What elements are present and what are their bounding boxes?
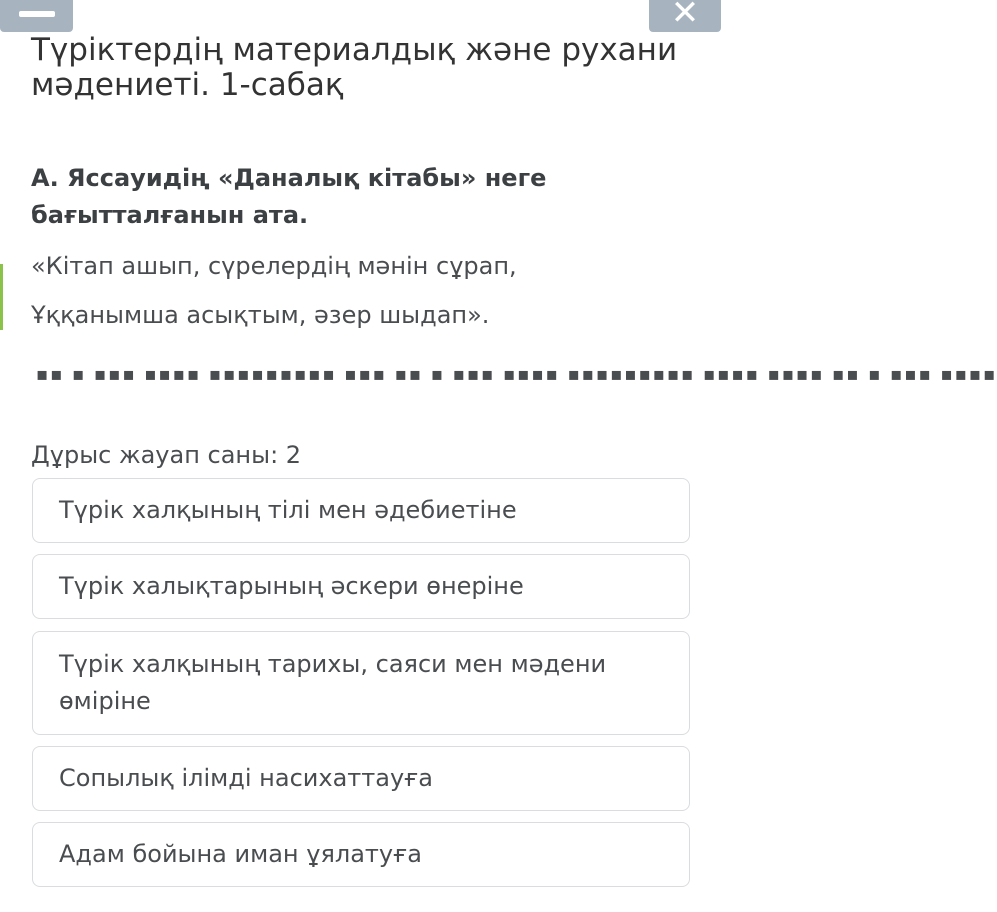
menu-icon (19, 11, 55, 17)
answer-option-label: Сопылық ілімді насихаттауға (59, 764, 434, 792)
answer-option-4[interactable] (32, 746, 690, 811)
answer-option-label: Түрік халқының тарихы, саяси мен мәдени өміріне (59, 650, 607, 715)
answer-option-5[interactable] (32, 822, 690, 887)
correct-answer-count: Дұрыс жауап саны: 2 (31, 441, 302, 469)
answer-option-2[interactable] (32, 554, 690, 619)
quote-accent-bar (0, 264, 3, 330)
answer-option-label: Түрік халқының тілі мен әдебиетіне (59, 496, 517, 524)
close-icon: ✕ (670, 0, 700, 33)
answer-option-label: Түрік халықтарының әскери өнеріне (59, 572, 524, 600)
close-button[interactable] (649, 0, 721, 32)
answer-option-3[interactable] (32, 631, 690, 735)
answer-option-1[interactable] (32, 478, 690, 543)
page-title: Түріктердің материалдық және рухани мәдениеті. 1-сабақ (31, 32, 678, 103)
answer-option-label: Адам бойына иман ұялатуға (59, 840, 422, 868)
cut-off-text-line: ▪▪ ▪ ▪▪▪ ▪▪▪▪ ▪▪▪▪▪▪▪▪▪ ▪▪▪ ▪▪ ▪ ▪▪▪ ▪▪▪▪ ▪▪▪▪▪▪▪▪▪ ▪▪▪▪ ▪▪▪▪ ▪▪ ▪ ▪▪▪ ▪▪▪▪ (36, 364, 997, 385)
quote-line-2: Ұққанымша асықтым, әзер шыдап». (31, 301, 490, 329)
question-prompt: А. Яссауидің «Даналық кітабы» неге бағытталғанын ата. (31, 164, 547, 229)
quote-line-1: «Кітап ашып, сүрелердің мәнін сұрап, (31, 252, 517, 280)
menu-button[interactable] (0, 0, 73, 32)
